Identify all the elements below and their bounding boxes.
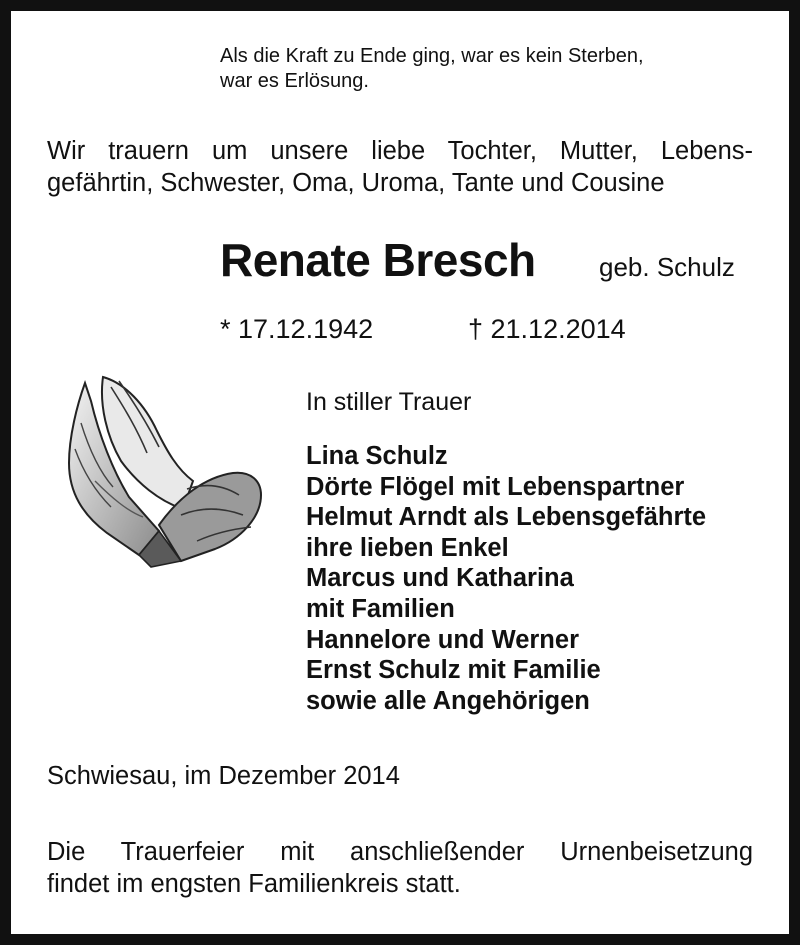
praying-hands-icon (55, 365, 270, 575)
intro-text (47, 135, 753, 199)
intro-line-2: gefährtin, Schwester, Oma, Uroma, Tante und Cousine (47, 169, 665, 197)
intro-line-1: Wir trauern um unsere liebe Tochter, Mutter, Lebens- (47, 137, 753, 165)
funeral-note (47, 836, 753, 900)
list-item: Ernst Schulz mit Familie (306, 656, 601, 685)
motto (220, 44, 644, 94)
list-item: Hannelore und Werner (306, 625, 579, 654)
motto-line-1: Als die Kraft zu Ende ging, war es kein Sterben, (220, 45, 644, 67)
death-date: † 21.12.2014 (468, 314, 626, 344)
motto-line-2: war es Erlösung. (220, 70, 369, 92)
deceased-name: Renate Bresch (220, 234, 536, 286)
list-item: Lina Schulz (306, 442, 448, 470)
list-item: Dörte Flögel mit Lebenspartner (306, 472, 685, 501)
mourners-list (306, 441, 706, 716)
list-item: ihre lieben Enkel (306, 533, 509, 562)
list-item: Marcus und Katharina (306, 564, 574, 593)
maiden-name: geb. Schulz (599, 252, 735, 282)
place-date: Schwiesau, im Dezember 2014 (47, 762, 400, 790)
mourning-heading: In stiller Trauer (306, 388, 472, 416)
funeral-note-line-2: findet im engsten Familienkreis statt. (47, 870, 461, 898)
list-item: sowie alle Angehörigen (306, 686, 590, 715)
list-item: mit Familien (306, 594, 455, 623)
list-item: Helmut Arndt als Lebensgefährte (306, 503, 707, 532)
birth-date: * 17.12.1942 (220, 314, 374, 344)
funeral-note-line-1: Die Trauerfeier mit anschließender Urnenbeisetzung (47, 838, 753, 866)
